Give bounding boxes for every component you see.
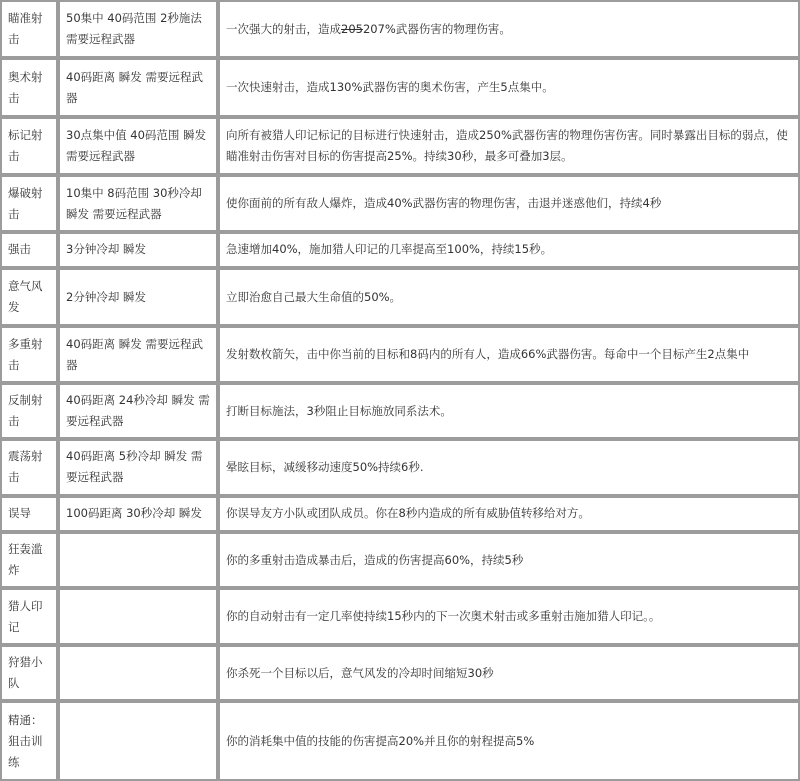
table-row [0, 439, 800, 495]
skill-requirements [58, 532, 218, 588]
table-row [0, 588, 800, 644]
table-row [0, 326, 800, 382]
skill-description: 一次快速射击，造成130%武器伤害的奥术伤害，产生5点集中。 [218, 58, 800, 116]
skill-description: 晕眩目标，减缓移动速度50%持续6秒. [218, 439, 800, 495]
table-row [0, 701, 800, 781]
skill-requirements: 3分钟冷却 瞬发 [58, 232, 218, 268]
skill-name: 奥术射击 [0, 58, 58, 116]
skill-name: 爆破射击 [0, 175, 58, 231]
skill-requirements: 2分钟冷却 瞬发 [58, 268, 218, 326]
skill-description: 你杀死一个目标以后，意气风发的冷却时间缩短30秒 [218, 645, 800, 701]
skill-description: 你的多重射击造成暴击后，造成的伤害提高60%，持续5秒 [218, 532, 800, 588]
skill-requirements: 40码距离 瞬发 需要远程武器 [58, 326, 218, 382]
skill-name: 意气风发 [0, 268, 58, 326]
skill-requirements: 40码距离 24秒冷却 瞬发 需要远程武器 [58, 383, 218, 439]
skill-name: 震荡射击 [0, 439, 58, 495]
skill-description: 向所有被猎人印记标记的目标进行快速射击，造成250%武器伤害的物理伤害伤害。同时暴露出目标的弱点，使瞄准射击伤害对目标的伤害提高25%。持续30秒，最多可叠加3层。 [218, 117, 800, 175]
skill-name: 瞄准射击 [0, 0, 58, 58]
skill-requirements: 40码距离 5秒冷却 瞬发 需要远程武器 [58, 439, 218, 495]
skill-name: 狩猎小队 [0, 645, 58, 701]
table-row [0, 175, 800, 231]
skill-description: 立即治愈自己最大生命值的50%。 [218, 268, 800, 326]
skill-name: 狂轰滥炸 [0, 532, 58, 588]
skill-description: 你的消耗集中值的技能的伤害提高20%并且你的射程提高5% [218, 701, 800, 781]
description-part: 207%武器伤害的物理伤害。 [362, 21, 511, 36]
skill-requirements: 10集中 8码范围 30秒冷却 瞬发 需要远程武器 [58, 175, 218, 231]
description-part: 一次强大的射击，造成 [226, 21, 341, 36]
skill-description [218, 0, 800, 58]
skill-requirements: 30点集中值 40码范围 瞬发 需要远程武器 [58, 117, 218, 175]
skill-description: 急速增加40%，施加猎人印记的几率提高至100%，持续15秒。 [218, 232, 800, 268]
struck-value: 205 [341, 21, 363, 36]
skill-description: 发射数枚箭矢，击中你当前的目标和8码内的所有人，造成66%武器伤害。每命中一个目标产生2点集中 [218, 326, 800, 382]
skill-name: 精通：狙击训练 [0, 701, 58, 781]
skill-requirements [58, 645, 218, 701]
table-row [0, 117, 800, 175]
table-row [0, 232, 800, 268]
skill-description: 打断目标施法，3秒阻止目标施放同系法术。 [218, 383, 800, 439]
skill-name: 标记射击 [0, 117, 58, 175]
table-row [0, 532, 800, 588]
skill-requirements: 100码距离 30秒冷却 瞬发 [58, 496, 218, 532]
skill-name: 多重射击 [0, 326, 58, 382]
skill-name: 猎人印记 [0, 588, 58, 644]
skill-requirements [58, 588, 218, 644]
skill-requirements: 50集中 40码范围 2秒施法 需要远程武器 [58, 0, 218, 58]
skill-description: 你误导友方小队或团队成员。你在8秒内造成的所有威胁值转移给对方。 [218, 496, 800, 532]
table-row [0, 383, 800, 439]
skill-requirements [58, 701, 218, 781]
table-row [0, 268, 800, 326]
table-row [0, 645, 800, 701]
skill-requirements: 40码距离 瞬发 需要远程武器 [58, 58, 218, 116]
skill-name: 强击 [0, 232, 58, 268]
table-row [0, 496, 800, 532]
table-row [0, 58, 800, 116]
table-row [0, 0, 800, 58]
skill-name: 反制射击 [0, 383, 58, 439]
skill-name: 误导 [0, 496, 58, 532]
skill-description: 使你面前的所有敌人爆炸，造成40%武器伤害的物理伤害，击退并迷惑他们，持续4秒 [218, 175, 800, 231]
skill-description: 你的自动射击有一定几率使持续15秒内的下一次奥术射击或多重射击施加猎人印记。。 [218, 588, 800, 644]
